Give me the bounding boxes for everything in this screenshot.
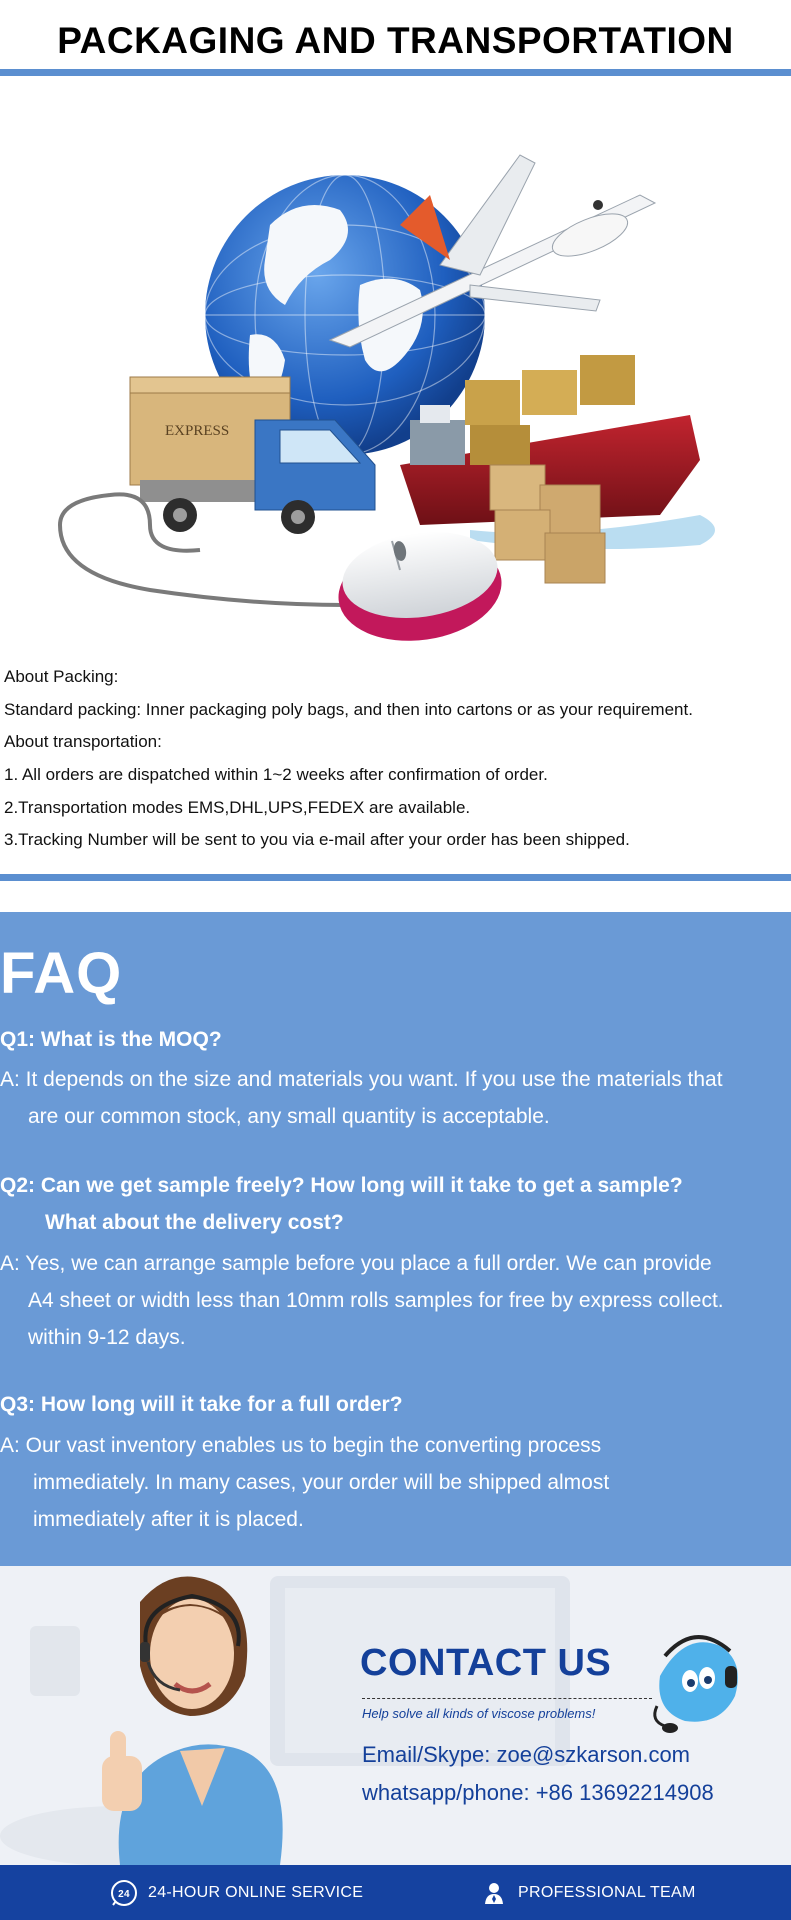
contact-phone[interactable]: whatsapp/phone: +86 13692214908	[362, 1780, 714, 1805]
contact-email[interactable]: Email/Skype: zoe@szkarson.com	[362, 1742, 691, 1767]
packing-line: About Packing:	[4, 667, 119, 686]
computer-mouse-icon	[332, 523, 508, 650]
page-title: PACKAGING AND TRANSPORTATION	[57, 20, 734, 61]
contact-subtitle: Help solve all kinds of viscose problems!	[362, 1706, 596, 1721]
faq-answer: are our common stock, any small quantity is acceptable.	[28, 1105, 550, 1128]
footer-service	[110, 1865, 363, 1920]
contact-divider	[362, 1698, 652, 1699]
packing-line: Standard packing: Inner packaging poly bags, and then into cartons or as your requirement.	[4, 700, 693, 719]
shipping-illustration	[0, 85, 791, 650]
faq-answer: A: It depends on the size and materials you want. If you use the materials that	[0, 1068, 723, 1091]
contact-section	[0, 1566, 791, 1865]
faq-answer: within 9-12 days.	[28, 1326, 186, 1349]
faq-answer: A: Our vast inventory enables us to begin the converting process	[0, 1434, 602, 1457]
faq-answer: immediately. In many cases, your order will be shipped almost	[33, 1471, 610, 1494]
support-agent-photo	[80, 1566, 380, 1865]
person-icon	[480, 1879, 508, 1907]
header	[0, 0, 791, 76]
faq-answer: A: Yes, we can arrange sample before you place a full order. We can provide	[0, 1252, 712, 1275]
packing-line: 3.Tracking Number will be sent to you via e-mail after your order has been shipped.	[4, 830, 630, 849]
faq-answer: immediately after it is placed.	[33, 1508, 304, 1531]
packing-line: 1. All orders are dispatched within 1~2 weeks after confirmation of order.	[4, 765, 548, 784]
contact-title: CONTACT US	[360, 1642, 612, 1684]
faq-title: FAQ	[0, 941, 123, 1006]
faq-question: Q3: How long will it take for a full order?	[0, 1393, 403, 1416]
truck-label: EXPRESS	[165, 423, 230, 439]
faq-question: What about the delivery cost?	[45, 1211, 344, 1234]
faq-answer: A4 sheet or width less than 10mm rolls samples for free by express collect.	[28, 1289, 724, 1312]
footer-team	[480, 1865, 696, 1920]
header-divider	[0, 69, 791, 76]
faq-question: Q1: What is the MOQ?	[0, 1028, 222, 1051]
shipping-illustration-icon	[0, 85, 791, 650]
svg-text:24: 24	[118, 1888, 130, 1900]
footer-service-label: 24-HOUR ONLINE SERVICE	[148, 1883, 364, 1901]
packing-line: 2.Transportation modes EMS,DHL,UPS,FEDEX are available.	[4, 798, 471, 817]
faq-question: Q2: Can we get sample freely? How long will it take to get a sample?	[0, 1174, 683, 1197]
footer-bar	[0, 1865, 791, 1920]
packing-line: About transportation:	[4, 732, 162, 751]
clock-24-icon	[110, 1879, 138, 1907]
footer-team-label: PROFESSIONAL TEAM	[518, 1883, 696, 1901]
faq-section	[0, 912, 791, 1566]
mascot-headset-icon	[645, 1626, 745, 1736]
packing-divider	[0, 874, 791, 881]
